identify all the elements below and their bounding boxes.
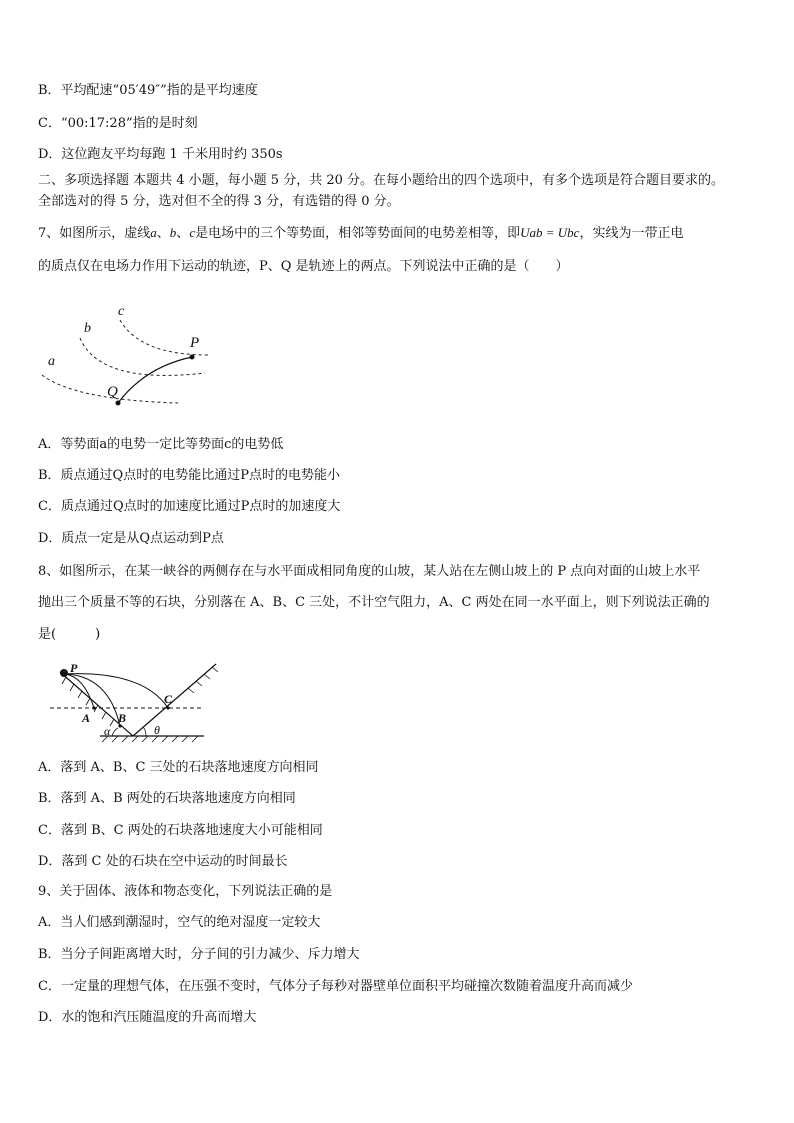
q9-option-c: C．一定量的理想气体，在压强不变时，气体分子每秒对器壁单位面积平均碰撞次数随着温度升高而减少 — [38, 979, 633, 994]
q7-sep1: 、 — [156, 226, 170, 241]
q8-option-b: B．落到 A、B 两处的石块落地速度方向相同 — [38, 791, 296, 806]
q7-option-d: D．质点一定是从Q点运动到P点 — [38, 531, 224, 546]
q8-option-d: D．落到 C 处的石块在空中运动的时间最长 — [38, 854, 288, 869]
label-b: B — [118, 711, 127, 725]
ground-hatch — [102, 736, 198, 742]
alpha-arc — [112, 728, 118, 736]
label-p: P — [190, 335, 200, 351]
left-slope — [60, 672, 133, 736]
q7-sep2: 、 — [176, 226, 190, 241]
section2-instructions-line1: 二、多项选择题 本题共 4 小题，每小题 5 分，共 20 分。在每小题给出的四个选项中，有多个选项是符合题目要求的。 — [38, 173, 725, 188]
equipotential-b — [80, 338, 205, 375]
q8-stem-line2: 抛出三个质量不等的石块，分别落在 A、B、C 三处，不计空气阻力，A、C 两处在同一水平面上，则下列说法正确的 — [38, 595, 710, 610]
point-p-dot — [190, 355, 195, 360]
q7-stem-line1 — [38, 224, 683, 243]
q7-option-c: C．质点通过Q点时的加速度比通过P点时的加速度大 — [38, 499, 341, 514]
q7-option-a: A．等势面a的电势一定比等势面c的电势低 — [38, 437, 284, 452]
label-theta: θ — [154, 723, 160, 737]
theta-arc — [143, 727, 146, 736]
q6-option-b: B．平均配速“05′49″”指的是平均速度 — [38, 83, 258, 98]
q7-equation: Uab = Ubc — [520, 225, 580, 240]
trajectory-to-c — [62, 674, 168, 708]
q7-var-c: c — [189, 225, 196, 240]
point-q-dot — [116, 401, 121, 406]
q8-figure — [38, 660, 218, 748]
label-c: c — [118, 304, 125, 319]
label-a: a — [48, 354, 55, 369]
q9-stem: 9、关于固体、液体和物态变化，下列说法正确的是 — [38, 884, 333, 899]
q8-stem-line1: 8、如图所示，在某一峡谷的两侧存在与水平面成相同角度的山坡，某人站在左侧山坡上的 P 点向对面的山坡上水平 — [38, 564, 701, 579]
label-p: P — [70, 661, 78, 675]
thrower-figure — [60, 669, 68, 677]
q7-stem-b: 是电场中的三个等势面，相邻等势面间的电势差相等，即 — [195, 226, 521, 241]
point-a-dot — [92, 706, 95, 709]
q8-option-a: A．落到 A、B、C 三处的石块落地速度方向相同 — [38, 760, 319, 775]
point-c-dot — [166, 706, 169, 709]
q7-var-a: a — [150, 225, 157, 240]
label-alpha: α — [104, 724, 111, 738]
right-slope — [133, 664, 216, 736]
q8-option-c: C．落到 B、C 两处的石块落地速度大小可能相同 — [38, 823, 323, 838]
q9-option-b: B．当分子间距离增大时，分子间的引力减少、斥力增大 — [38, 947, 360, 962]
q7-stem-c: ，实线为一带正电 — [579, 226, 684, 241]
q7-stem-a: 7、如图所示，虚线 — [38, 226, 151, 241]
trajectory-line — [118, 357, 192, 403]
q7-stem-line2: 的质点仅在电场力作用下运动的轨迹，P、Q 是轨迹上的两点。下列说法中正确的是（ ） — [38, 259, 569, 274]
label-q: Q — [107, 384, 118, 400]
q7-figure — [30, 295, 230, 415]
section2-instructions-line2: 全部选对的得 5 分，选对但不全的得 3 分，有选错的得 0 分。 — [38, 194, 400, 209]
q8-stem-line3: 是( ) — [38, 627, 101, 642]
q7-var-b: b — [169, 225, 177, 240]
q9-option-d: D．水的饱和汽压随温度的升高而增大 — [38, 1010, 257, 1025]
q7-option-b: B．质点通过Q点时的电势能比通过P点时的电势能小 — [38, 468, 340, 483]
label-b: b — [84, 321, 91, 336]
q6-option-c: C．“00:17:28”指的是时刻 — [38, 116, 198, 131]
q6-option-d: D．这位跑友平均每跑 1 千米用时约 350s — [38, 147, 283, 162]
q9-option-a: A．当人们感到潮湿时，空气的绝对湿度一定较大 — [38, 915, 321, 930]
trajectory-to-a — [62, 674, 94, 708]
label-c: C — [164, 692, 173, 706]
label-a: A — [82, 711, 91, 725]
right-slope-hatch — [188, 667, 218, 693]
